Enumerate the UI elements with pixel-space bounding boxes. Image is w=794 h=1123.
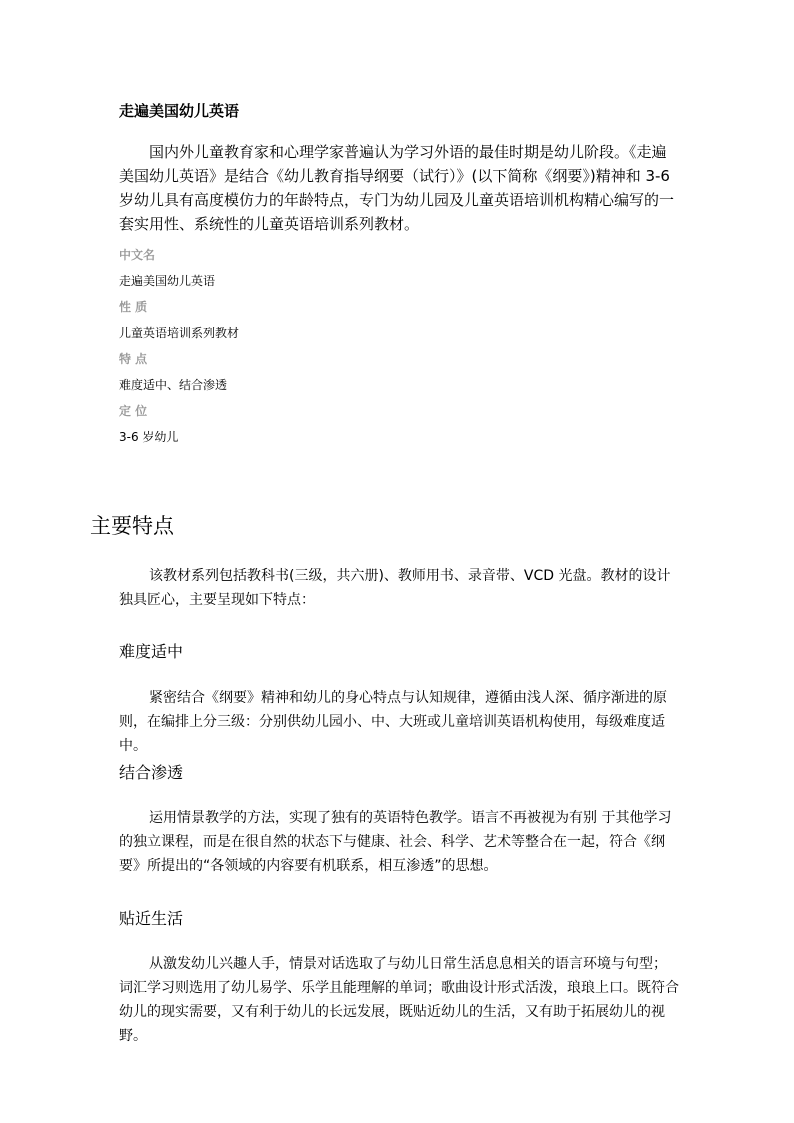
infobox-value: 儿童英语培训系列教材	[119, 326, 240, 340]
infobox	[119, 244, 679, 452]
section-paragraph: 紧密结合《纲要》精神和幼儿的身心特点与认知规律，遵循由浅人深、循序渐进的原则，在编排上分三级：分别供幼儿园小、中、大班或儿童培训英语机构使用，每级难度适中。	[119, 690, 667, 754]
infobox-key: 特 点	[119, 352, 148, 366]
infobox-key: 定 位	[119, 404, 148, 418]
subheading-difficulty: 难度适中	[119, 642, 184, 661]
section-difficulty	[119, 686, 679, 758]
infobox-value: 走遍美国幼儿英语	[119, 274, 216, 288]
infobox-key: 性 质	[119, 300, 148, 314]
main-intro-paragraph: 该教材系列包括教科书(三级，共六册)、教师用书、录音带、VCD 光盘。教材的设计独具匠心，主要呈现如下特点：	[119, 568, 671, 608]
infobox-key: 中文名	[119, 248, 156, 262]
subheading-integration: 结合渗透	[119, 763, 184, 782]
section-paragraph: 运用情景教学的方法，实现了独有的英语特色教学。语言不再被视为有别 于其他学习的独立课程，而是在很自然的状态下与健康、社会、科学、艺术等整合在一起，符合《纲要》所提出的“各领域的内容要有机联系，相互渗透”的思想。	[119, 810, 672, 874]
infobox-value: 难度适中、结合渗透	[119, 378, 228, 392]
section-life	[119, 952, 679, 1048]
article-title: 走遍美国幼儿英语	[119, 102, 240, 120]
subheading-life: 贴近生活	[119, 909, 184, 928]
infobox-value: 3-6 岁幼儿	[119, 430, 179, 444]
section-heading-main: 主要特点	[90, 514, 174, 538]
intro-paragraph: 国内外儿童教育家和心理学家普遍认为学习外语的最佳时期是幼儿阶段。《走遍美国幼儿英语》是结合《幼儿教育指导纲要（试行）》(以下简称《纲要》)精神和 3-6 岁幼儿具有高度模仿力的年龄特点，专门为幼儿园及儿童英语培训机构精心编写的一套实用性、系统性的儿童英语培训系列教材。	[119, 143, 675, 233]
section-paragraph: 从激发幼儿兴趣人手，情景对话选取了与幼儿日常生活息息相关的语言环境与句型；词汇学习则选用了幼儿易学、乐学且能理解的单词；歌曲设计形式活泼，琅琅上口。既符合幼儿的现实需要，又有利于幼儿的长远发展，既贴近幼儿的生活，又有助于拓展幼儿的视野。	[119, 956, 679, 1044]
section-integration	[119, 806, 679, 878]
main-intro	[119, 564, 679, 612]
article-intro	[119, 140, 679, 236]
